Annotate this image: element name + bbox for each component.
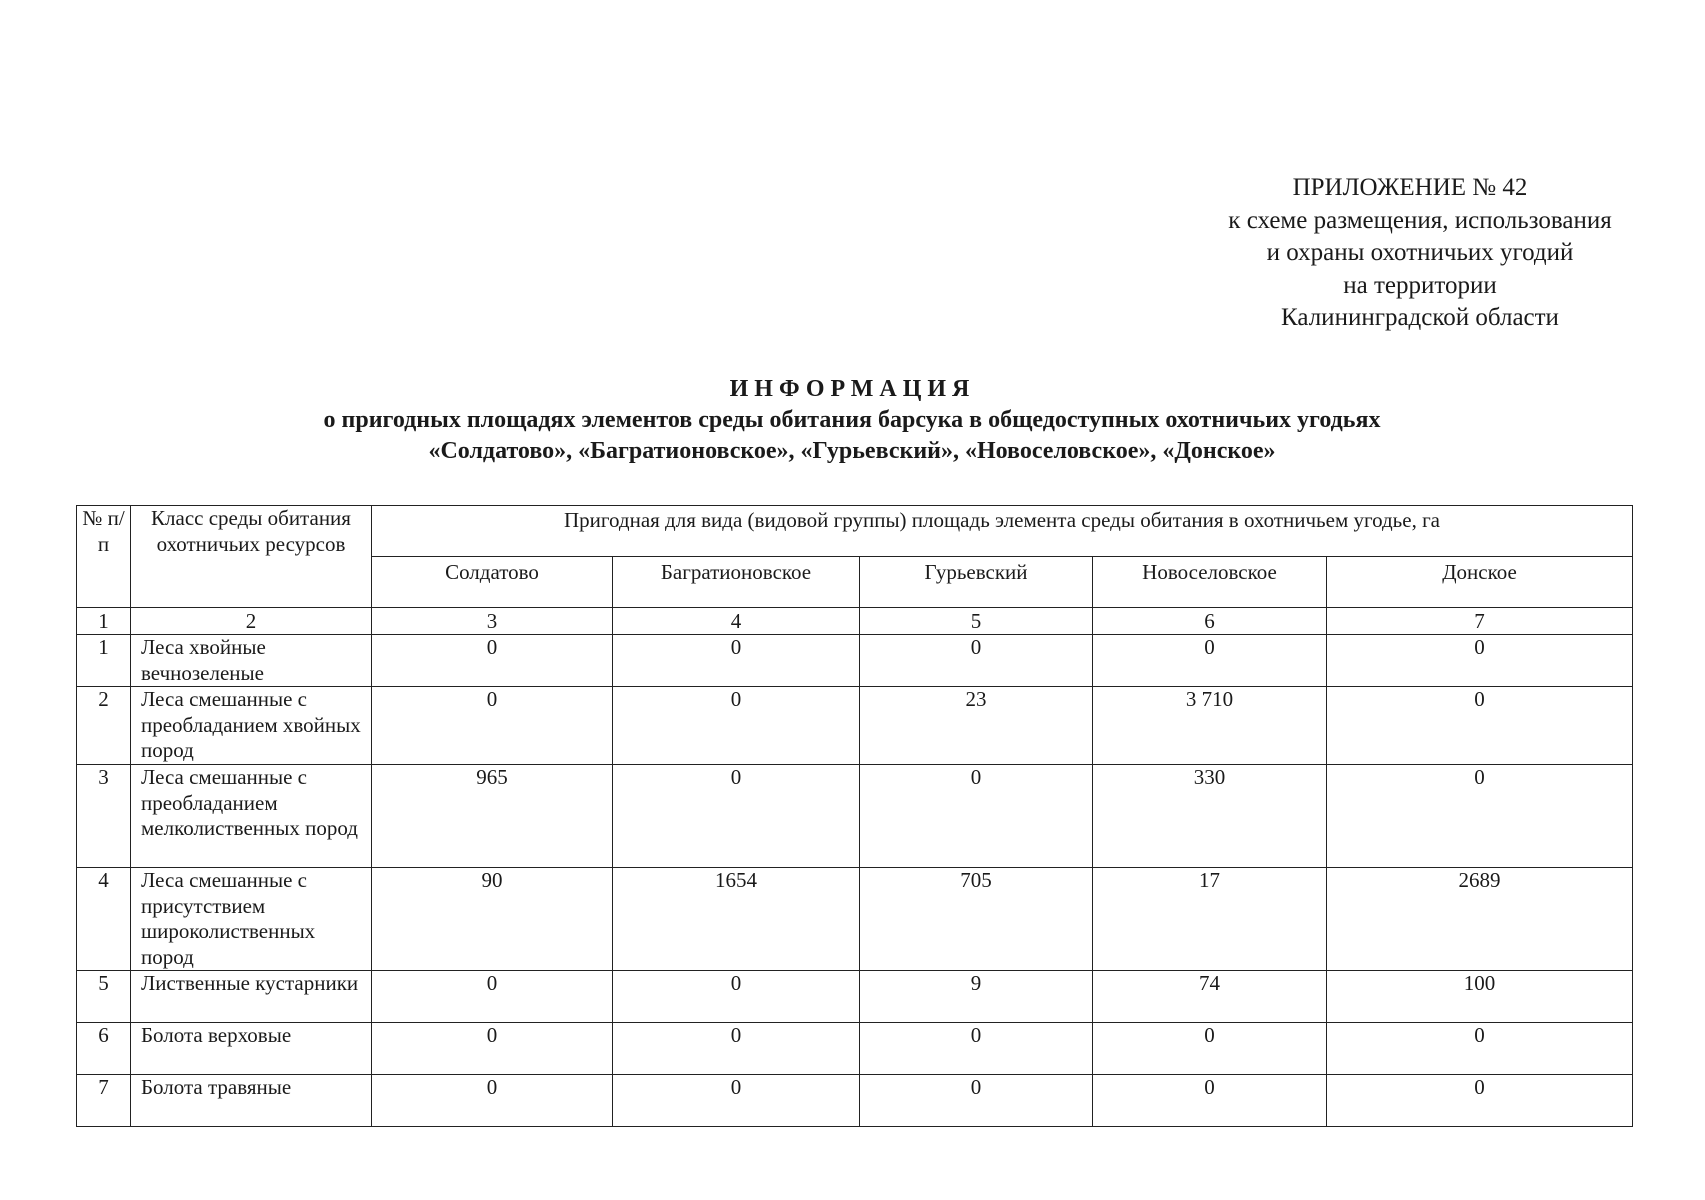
table-row bbox=[77, 1075, 1633, 1127]
row-num: 7 bbox=[77, 1075, 131, 1127]
header-ground: Багратионовское bbox=[613, 557, 860, 608]
row-value: 330 bbox=[1093, 765, 1327, 868]
row-value: 0 bbox=[613, 971, 860, 1023]
row-class: Леса смешанные с преобладанием мелколиственных пород bbox=[131, 765, 372, 868]
appendix-line: к схеме размещения, использования bbox=[1228, 206, 1612, 234]
row-value: 0 bbox=[372, 635, 613, 687]
title-heading: ИНФОРМАЦИЯ bbox=[729, 376, 976, 402]
header-ground: Новоселовское bbox=[1093, 557, 1327, 608]
row-value: 9 bbox=[860, 971, 1093, 1023]
row-value: 0 bbox=[613, 1075, 860, 1127]
row-num: 6 bbox=[77, 1023, 131, 1075]
appendix-block bbox=[1160, 172, 1680, 335]
appendix-title: ПРИЛОЖЕНИЕ № 42 bbox=[1292, 174, 1528, 201]
row-value: 0 bbox=[860, 1075, 1093, 1127]
table-row bbox=[77, 635, 1633, 687]
row-class: Леса смешанные с преобладанием хвойных пород bbox=[131, 687, 372, 765]
row-value: 0 bbox=[613, 765, 860, 868]
index-cell: 6 bbox=[1093, 608, 1327, 635]
row-value: 0 bbox=[372, 687, 613, 765]
table-row bbox=[77, 868, 1633, 971]
title-grounds-list: «Солдатово», «Багратионовское», «Гурьевский», «Новоселовское», «Донское» bbox=[428, 438, 1276, 464]
row-value: 3 710 bbox=[1093, 687, 1327, 765]
row-value: 0 bbox=[1327, 1023, 1633, 1075]
index-cell: 1 bbox=[77, 608, 131, 635]
row-class: Леса смешанные с присутствием широколиственных пород bbox=[131, 868, 372, 971]
row-class: Леса хвойные вечнозеленые bbox=[131, 635, 372, 687]
appendix-line: Калининградской области bbox=[1281, 304, 1559, 331]
row-value: 17 bbox=[1093, 868, 1327, 971]
row-value: 705 bbox=[860, 868, 1093, 971]
row-value: 0 bbox=[860, 1023, 1093, 1075]
header-area: Пригодная для вида (видовой группы) площадь элемента среды обитания в охотничьем угодье, га bbox=[372, 506, 1633, 557]
row-class: Болота верховые bbox=[131, 1023, 372, 1075]
row-num: 4 bbox=[77, 868, 131, 971]
row-num: 2 bbox=[77, 687, 131, 765]
table-row bbox=[77, 687, 1633, 765]
row-value: 0 bbox=[613, 687, 860, 765]
row-value: 0 bbox=[613, 635, 860, 687]
header-ground: Солдатово bbox=[372, 557, 613, 608]
index-row bbox=[77, 608, 1633, 635]
row-value: 0 bbox=[1327, 765, 1633, 868]
row-value: 0 bbox=[860, 635, 1093, 687]
row-value: 0 bbox=[860, 765, 1093, 868]
index-cell: 4 bbox=[613, 608, 860, 635]
row-value: 0 bbox=[613, 1023, 860, 1075]
data-table bbox=[76, 505, 1633, 1127]
table-row bbox=[77, 765, 1633, 868]
title-subtitle: о пригодных площадях элементов среды обитания барсука в общедоступных охотничьих угодьях bbox=[323, 407, 1381, 433]
row-value: 0 bbox=[1327, 635, 1633, 687]
row-value: 0 bbox=[372, 1075, 613, 1127]
row-value: 2689 bbox=[1327, 868, 1633, 971]
document-title bbox=[0, 374, 1705, 467]
row-value: 0 bbox=[1327, 687, 1633, 765]
row-value: 0 bbox=[1093, 635, 1327, 687]
row-value: 0 bbox=[372, 1023, 613, 1075]
row-value: 23 bbox=[860, 687, 1093, 765]
appendix-line: и охраны охотничьих угодий bbox=[1266, 239, 1574, 266]
index-cell: 5 bbox=[860, 608, 1093, 635]
header-num: № п/п bbox=[77, 506, 131, 608]
row-class: Болота травяные bbox=[131, 1075, 372, 1127]
table-row bbox=[77, 971, 1633, 1023]
row-value: 0 bbox=[1327, 1075, 1633, 1127]
row-value: 74 bbox=[1093, 971, 1327, 1023]
appendix-line: на территории bbox=[1343, 271, 1497, 299]
row-value: 0 bbox=[372, 971, 613, 1023]
header-ground: Гурьевский bbox=[860, 557, 1093, 608]
row-num: 1 bbox=[77, 635, 131, 687]
header-ground: Донское bbox=[1327, 557, 1633, 608]
index-cell: 7 bbox=[1327, 608, 1633, 635]
row-value: 0 bbox=[1093, 1075, 1327, 1127]
row-num: 3 bbox=[77, 765, 131, 868]
index-cell: 2 bbox=[131, 608, 372, 635]
row-value: 90 bbox=[372, 868, 613, 971]
row-num: 5 bbox=[77, 971, 131, 1023]
header-class: Класс среды обитания охотничьих ресурсов bbox=[131, 506, 372, 608]
row-value: 100 bbox=[1327, 971, 1633, 1023]
index-cell: 3 bbox=[372, 608, 613, 635]
row-value: 0 bbox=[1093, 1023, 1327, 1075]
row-value: 1654 bbox=[613, 868, 860, 971]
row-class: Лиственные кустарники bbox=[131, 971, 372, 1023]
row-value: 965 bbox=[372, 765, 613, 868]
table-row bbox=[77, 1023, 1633, 1075]
